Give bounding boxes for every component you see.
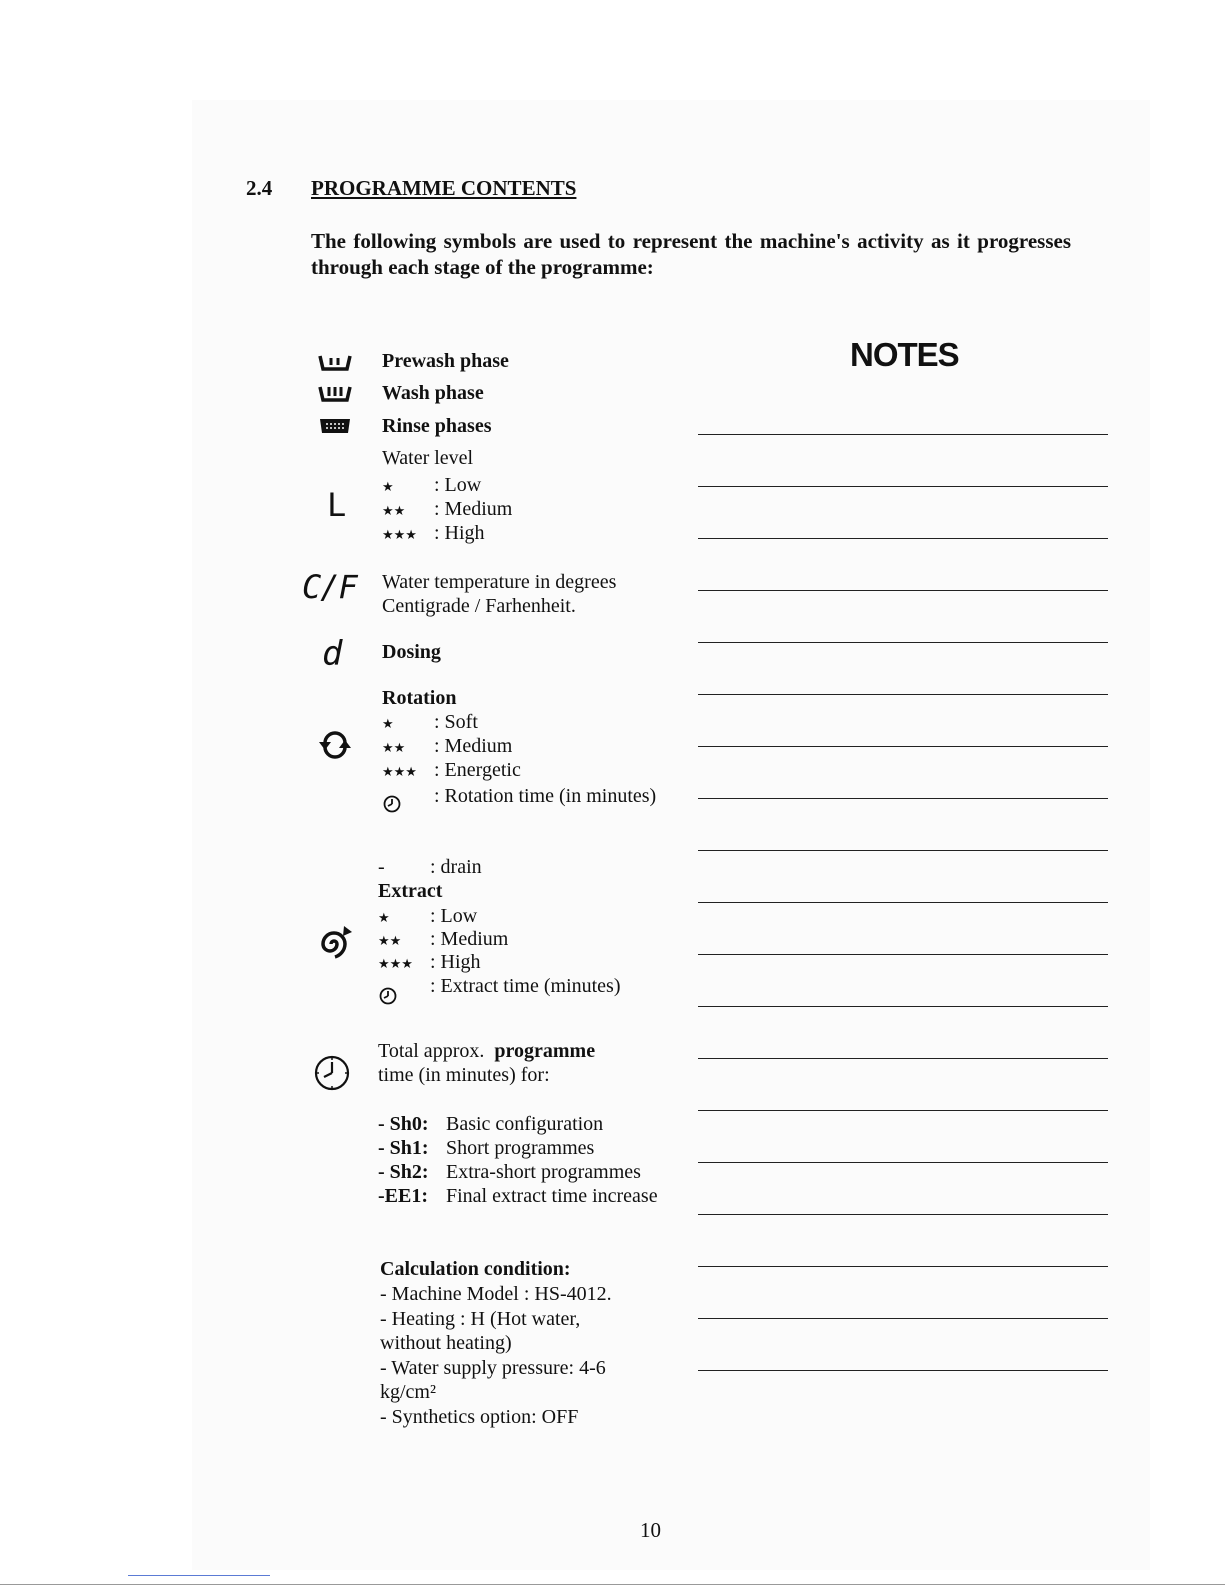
- water-level-item: ★★★ : High: [382, 522, 485, 544]
- water-level-item: ★ : Low: [382, 474, 482, 496]
- extract-item: ★★★ : High: [378, 951, 481, 973]
- notes-line: [698, 590, 1108, 591]
- notes-line: [698, 902, 1108, 903]
- page-background: [192, 100, 1150, 1570]
- notes-line: [698, 1162, 1108, 1163]
- intro-paragraph: The following symbols are used to represent the machine's activity as it progresses through each stage of the programme:: [311, 229, 1071, 279]
- notes-line: [698, 1370, 1108, 1371]
- config-row: - Sh2: Extra-short programmes: [378, 1161, 641, 1183]
- extract-item: ★ : Low: [378, 905, 478, 927]
- prewash-tub-icon: [318, 353, 352, 373]
- calculation-pressure-2: kg/cm²: [380, 1381, 436, 1403]
- total-time-line-1: Total approx. programme: [378, 1040, 596, 1062]
- wash-tub-icon: [318, 384, 352, 404]
- wash-label: Wash phase: [382, 382, 484, 404]
- calculation-synthetics: - Synthetics option: OFF: [380, 1406, 579, 1428]
- prewash-label: Prewash phase: [382, 350, 509, 372]
- notes-line: [698, 850, 1108, 851]
- section-title: PROGRAMME CONTENTS: [311, 176, 577, 200]
- rotation-heading: Rotation: [382, 687, 457, 709]
- calculation-pressure-1: - Water supply pressure: 4-6: [380, 1357, 606, 1379]
- rotation-item: ★★ : Medium: [382, 735, 513, 757]
- notes-line: [698, 694, 1108, 695]
- config-row: - Sh0: Basic configuration: [378, 1113, 604, 1135]
- water-level-heading: Water level: [382, 447, 474, 469]
- calculation-heating-2: without heating): [380, 1332, 512, 1354]
- rotation-arrows-icon: [318, 727, 352, 763]
- notes-line: [698, 798, 1108, 799]
- clock-icon: [382, 794, 402, 814]
- temperature-line-2: Centigrade / Farhenheit.: [382, 595, 576, 617]
- footer-link-underline: [128, 1575, 270, 1576]
- extract-item: ★★ : Medium: [378, 928, 509, 950]
- notes-title: NOTES: [850, 336, 959, 373]
- clock-icon: [312, 1053, 352, 1093]
- rinse-tub-icon: [319, 417, 351, 435]
- calculation-heading: Calculation condition:: [380, 1258, 571, 1280]
- water-level-item: ★★ : Medium: [382, 498, 513, 520]
- notes-line: [698, 746, 1108, 747]
- rotation-item: ★★★ : Energetic: [382, 759, 521, 781]
- section-number: 2.4: [246, 176, 273, 200]
- temperature-symbol: C/F: [302, 568, 357, 606]
- notes-line: [698, 1006, 1108, 1007]
- notes-line: [698, 1214, 1108, 1215]
- total-time-line-2: time (in minutes) for:: [378, 1064, 550, 1086]
- rotation-time-label: : Rotation time (in minutes): [434, 785, 657, 807]
- config-row: -EE1: Final extract time increase: [378, 1185, 658, 1207]
- extract-heading: Extract: [378, 880, 443, 902]
- notes-line: [698, 486, 1108, 487]
- extract-spiral-icon: [314, 924, 354, 960]
- notes-line: [698, 1058, 1108, 1059]
- water-level-symbol: L: [327, 486, 347, 524]
- config-row: - Sh1: Short programmes: [378, 1137, 595, 1159]
- notes-line: [698, 1110, 1108, 1111]
- notes-line: [698, 954, 1108, 955]
- dosing-label: Dosing: [382, 641, 441, 663]
- notes-line: [698, 538, 1108, 539]
- clock-icon: [378, 986, 398, 1006]
- rinse-label: Rinse phases: [382, 415, 492, 437]
- rotation-item: ★ : Soft: [382, 711, 478, 733]
- notes-line: [698, 1318, 1108, 1319]
- dosing-symbol: d: [322, 634, 343, 674]
- notes-line: [698, 642, 1108, 643]
- notes-line: [698, 1266, 1108, 1267]
- extract-time-label: : Extract time (minutes): [430, 975, 621, 997]
- drain-item: - : drain: [378, 856, 482, 878]
- calculation-model: - Machine Model : HS-4012.: [380, 1283, 612, 1305]
- page-number: 10: [640, 1518, 661, 1542]
- temperature-line-1: Water temperature in degrees: [382, 571, 617, 593]
- calculation-heating-1: - Heating : H (Hot water,: [380, 1308, 581, 1330]
- notes-line: [698, 434, 1108, 435]
